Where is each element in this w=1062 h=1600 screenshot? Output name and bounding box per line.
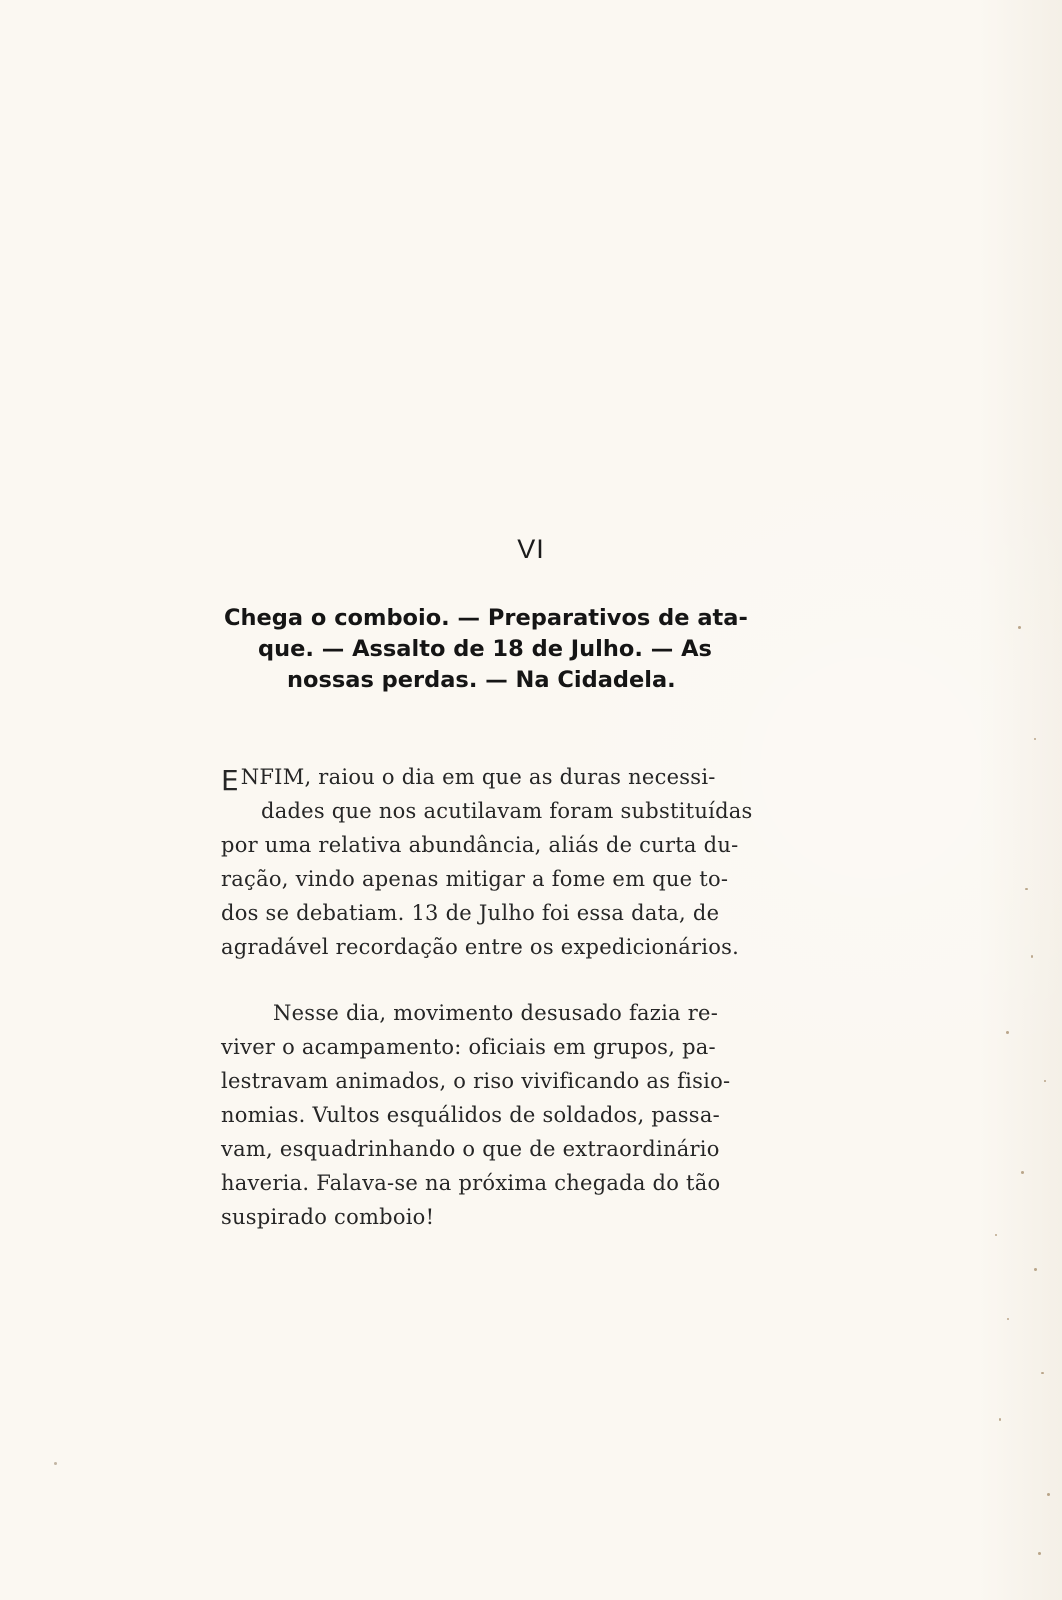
paper-speck [1006,1031,1009,1034]
paragraph-second [221,996,766,1234]
paragraph-line [221,760,766,797]
drop-cap: E [221,764,239,797]
paragraph-opening [221,760,766,964]
paper-speck [1044,1080,1046,1082]
paragraph-line-text: NFIM, raiou o dia em que as duras necessi- [240,765,716,789]
paper-speck [1007,1318,1009,1320]
paper-speck [1038,1552,1041,1555]
paper-speck [1041,1372,1044,1374]
paper-speck [1021,1171,1024,1174]
chapter-summary-line: nossas perdas. — Na Cidadela. [287,667,676,693]
chapter-summary-line: que. — Assalto de 18 de Julho. — As [258,636,712,662]
paragraph-line: suspirado comboio! [221,1205,435,1229]
paper-speck [1034,738,1036,740]
paragraph-line: vam, esquadrinhando o que de extraordinário [221,1137,720,1161]
paragraph-line: lestravam animados, o riso vivificando as fisio- [221,1069,731,1093]
paper-speck [54,1462,57,1465]
paragraph-line: haveria. Falava-se na próxima chegada do tão [221,1171,721,1195]
paper-speck [995,1234,997,1236]
paper-speck [1025,888,1028,890]
chapter-summary [218,603,768,696]
paper-speck [999,1418,1001,1421]
paragraph-line: dades que nos acutilavam foram substituídas [261,799,753,823]
paper-speck [1047,1493,1050,1496]
paragraph-line: por uma relativa abundância, aliás de curta du- [221,833,739,857]
paragraph-line: viver o acampamento: oficiais em grupos, pa- [221,1035,716,1059]
paragraph-line: agradável recordação entre os expedicionários. [221,935,740,959]
paragraph-line: nomias. Vultos esquálidos de soldados, passa- [221,1103,720,1127]
paper-speck [1031,955,1033,958]
paper-speck [1034,1268,1037,1271]
paragraph-line: ração, vindo apenas mitigar a fome em que to- [221,867,729,891]
paper-speck [1018,626,1021,629]
chapter-summary-line: Chega o comboio. — Preparativos de ata- [224,605,748,631]
chapter-number: VI [517,534,545,564]
paragraph-line: dos se debatiam. 13 de Julho foi essa data, de [221,901,720,925]
paragraph-line: Nesse dia, movimento desusado fazia re- [273,1001,719,1025]
